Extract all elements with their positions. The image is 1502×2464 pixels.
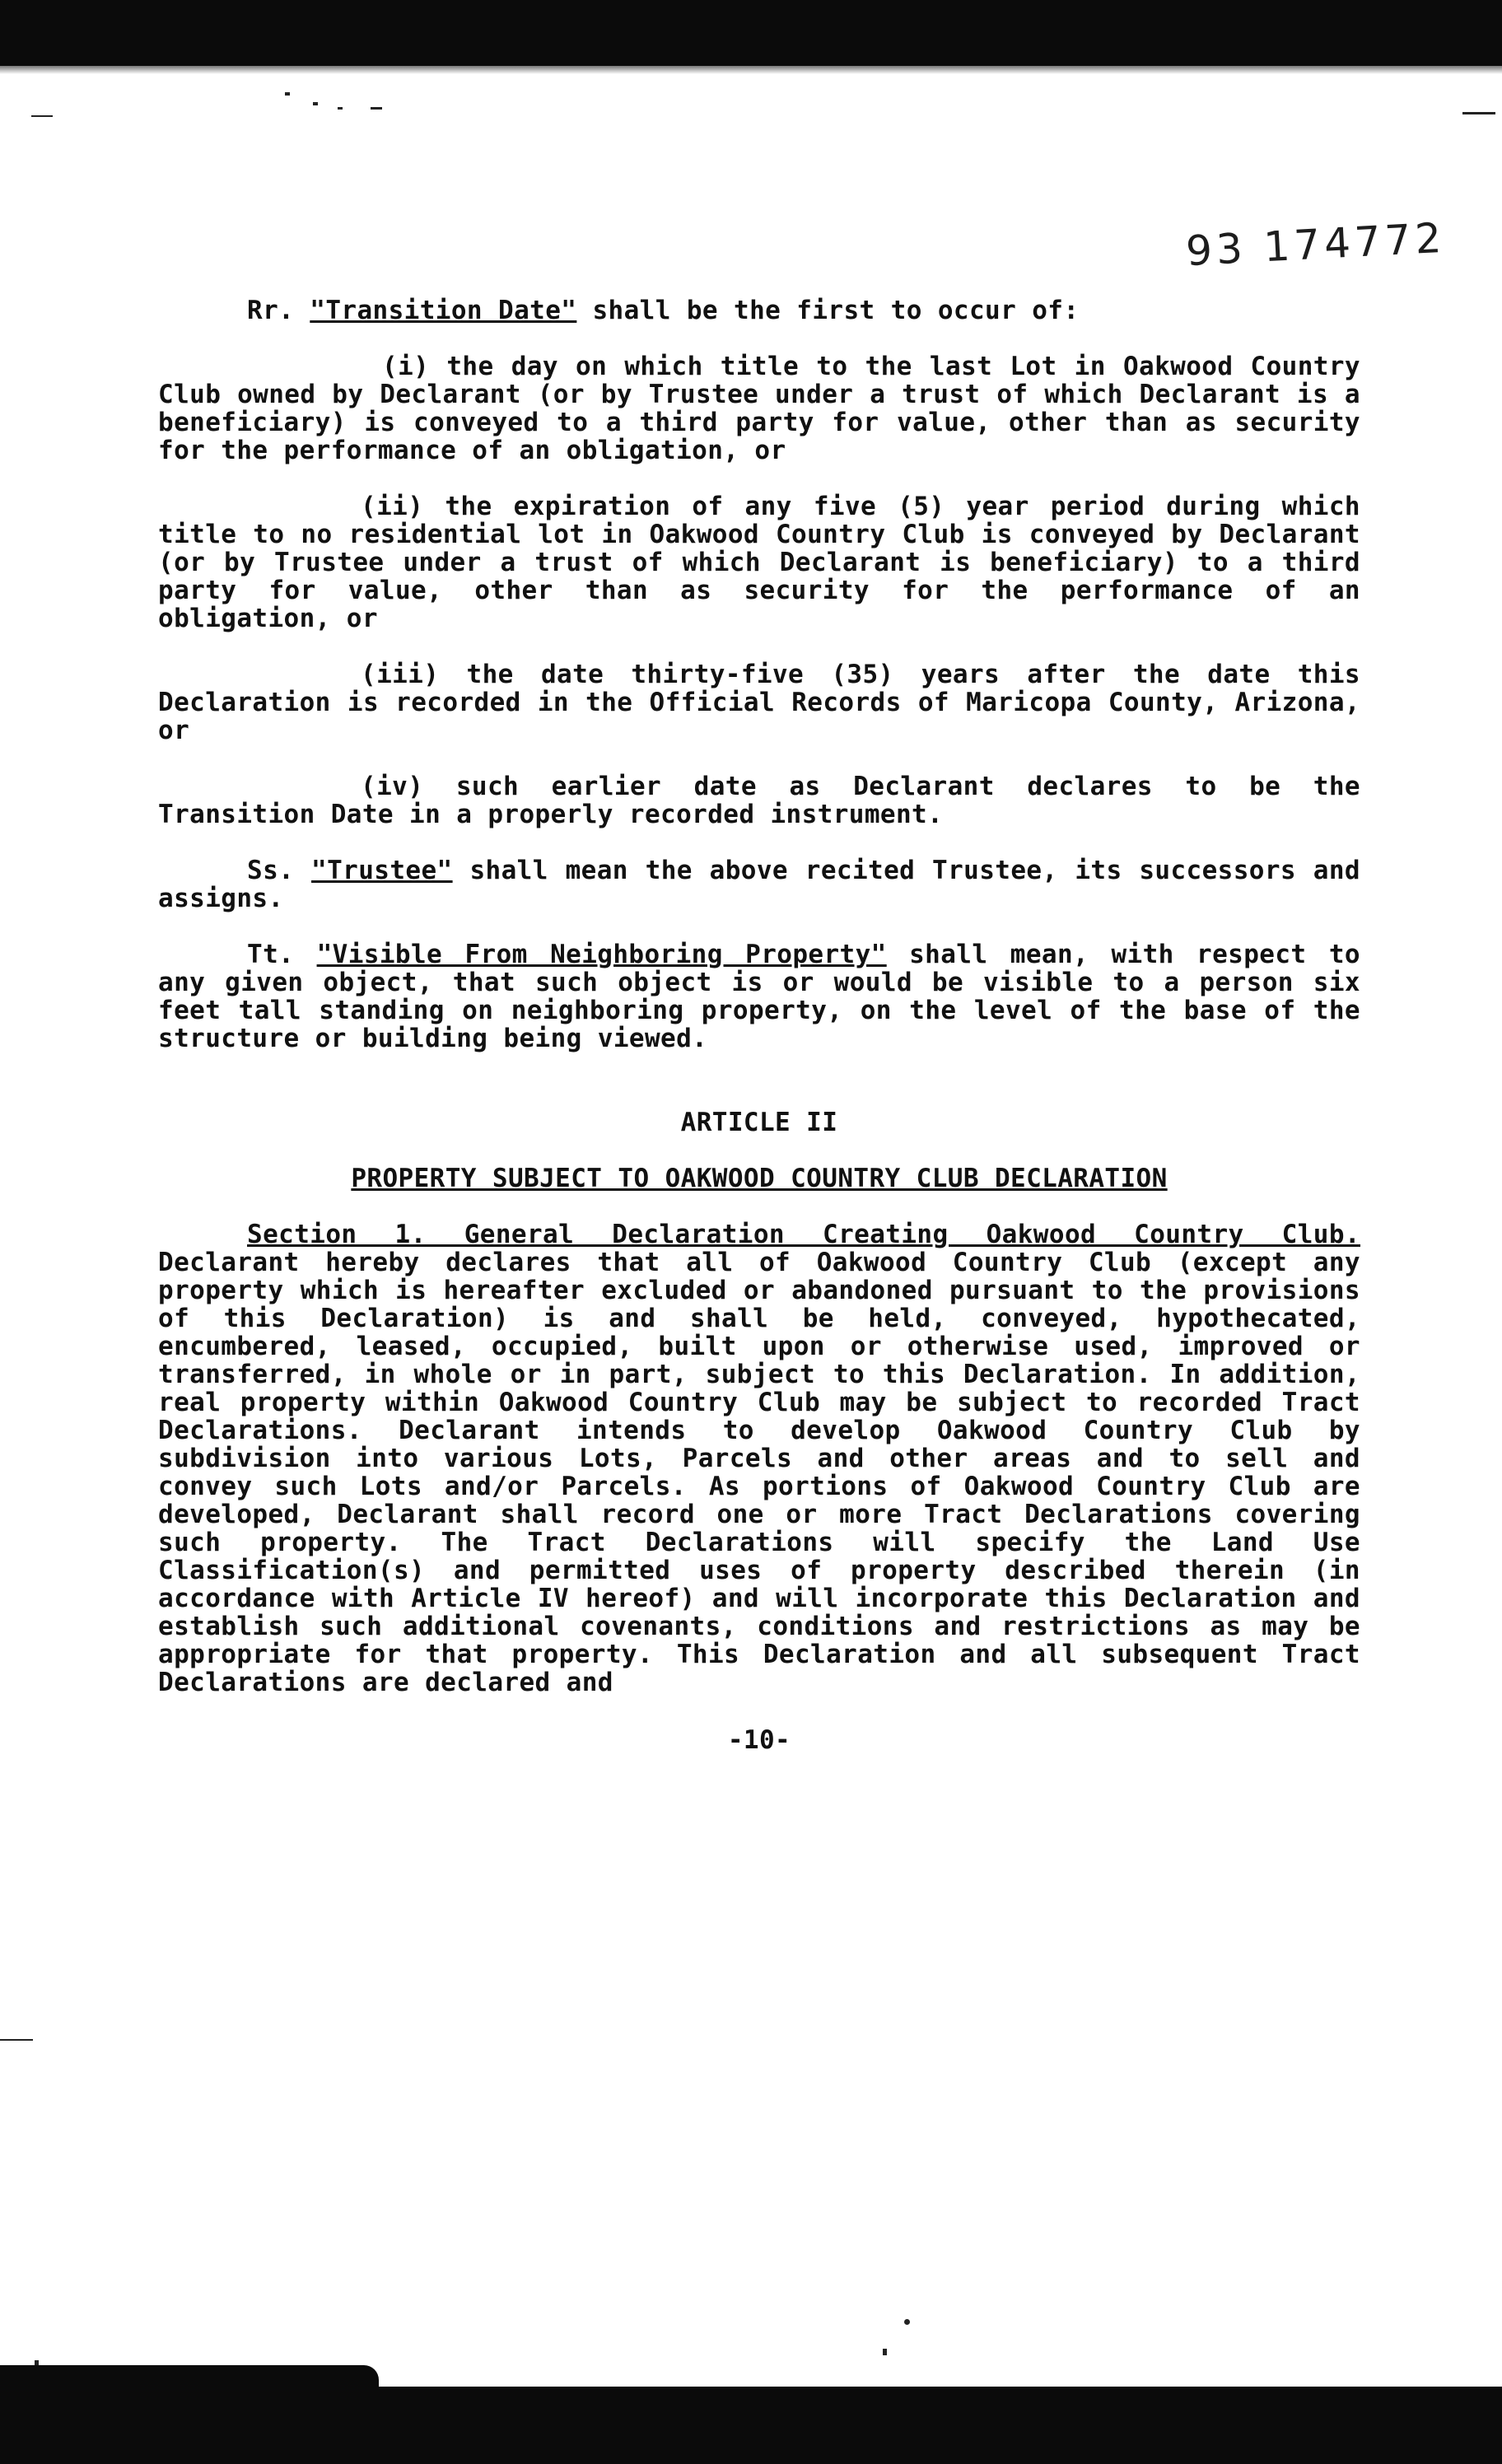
clause-marker: (ii) [361,492,424,521]
scan-border-top-fade [0,59,1502,74]
clause-text: the day on which title to the last Lot in Oakwood Country Club owned by Declarant (or by Trustee under a trust of which Declarant is a beneficiary) is conveyed to a third party for value, other than as security for the performance of an obligation, or [158,352,1360,465]
scan-speck [904,2319,910,2325]
scan-speck [1462,112,1495,114]
article-heading: ARTICLE II [680,1108,838,1137]
clause-iii [158,660,1360,744]
clause-text: the date thirty-five (35) years after the date this Declaration is recorded in the Official Records of Maricopa County, Arizona, or [158,660,1360,745]
scan-speck [35,2360,39,2365]
definition-prefix: Ss. [247,856,295,885]
definition-transition-date [158,296,1360,324]
scan-border-bottom [0,2387,1502,2464]
definition-visible-from-neighboring-property [158,940,1360,1052]
defined-term: "Trustee" [311,856,453,885]
article-subheading: PROPERTY SUBJECT TO OAKWOOD COUNTRY CLUB DECLARATION [351,1164,1168,1193]
definition-text: shall be the first to occur of: [592,296,1080,325]
section-1 [158,1220,1360,1696]
definition-text: shall mean, with respect to any given object, that such object is or would be visible to a person six feet tall standing on neighboring property, on the level of the base of the structure or building being viewed. [158,940,1360,1053]
scan-speck [883,2349,887,2355]
scan-speck [371,107,382,110]
page-number: -10- [727,1725,791,1755]
section-title: Section 1. General Declaration Creating Oakwood Country Club. [247,1220,1360,1249]
clause-iv [158,772,1360,828]
clause-marker: (iii) [361,660,440,689]
definition-trustee [158,856,1360,912]
recording-number-stamp: 93 174772 [1184,213,1447,276]
scan-speck [313,102,318,105]
scan-speck [338,107,343,110]
definition-prefix: Tt. [247,940,295,969]
definition-prefix: Rr. [247,296,295,325]
clause-text: such earlier date as Declarant declares to be the Transition Date in a properly recorded instrument. [158,772,1360,829]
scan-border-top [0,0,1502,66]
scan-speck [31,115,53,117]
document-body [158,296,1360,1754]
defined-term: "Visible From Neighboring Property" [316,940,887,969]
section-text: Declarant hereby declares that all of Oakwood Country Club (except any property which is hereafter excluded or abandoned pursuant to the provisions of this Declaration) is and shall be held, conveyed, hypothecated, encumbered, leased, occupied, built upon or otherwise used, improved or transferred, in whole or in part, subject to this Declaration. In addition, real property within Oakwood Country Club may be subject to recorded Tract Declarations. Declarant intends to develop Oakwood Country Club by subdivision into various Lots, Parcels and other areas and to sell and convey such Lots and/or Parcels. As portions of Oakwood Country Club are developed, Declarant shall record one or more Tract Declarations covering such property. The Tract Declarations will specify the Land Use Classification(s) and permitted uses of property described therein (in accordance with Article IV hereof) and will incorporate this Declaration and establish such additional covenants, conditions and restrictions as may be appropriate for that property. This Declaration and all subsequent Tract Declarations are declared and [158,1248,1360,1697]
clause-marker: (iv) [361,772,424,801]
scan-speck [285,92,290,96]
scan-speck [0,2039,33,2041]
clause-ii [158,492,1360,632]
clause-i [158,352,1360,464]
clause-text: the expiration of any five (5) year period during which title to no residential lot in Oakwood Country Club is conveyed by Declarant (or by Trustee under a trust of which Declarant is beneficiary) to a third party for value, other than as security for the performance of an obligation, or [158,492,1360,633]
clause-marker: (i) [382,352,430,381]
definition-text: shall mean the above recited Trustee, its successors and assigns. [158,856,1360,913]
defined-term: "Transition Date" [310,296,577,325]
